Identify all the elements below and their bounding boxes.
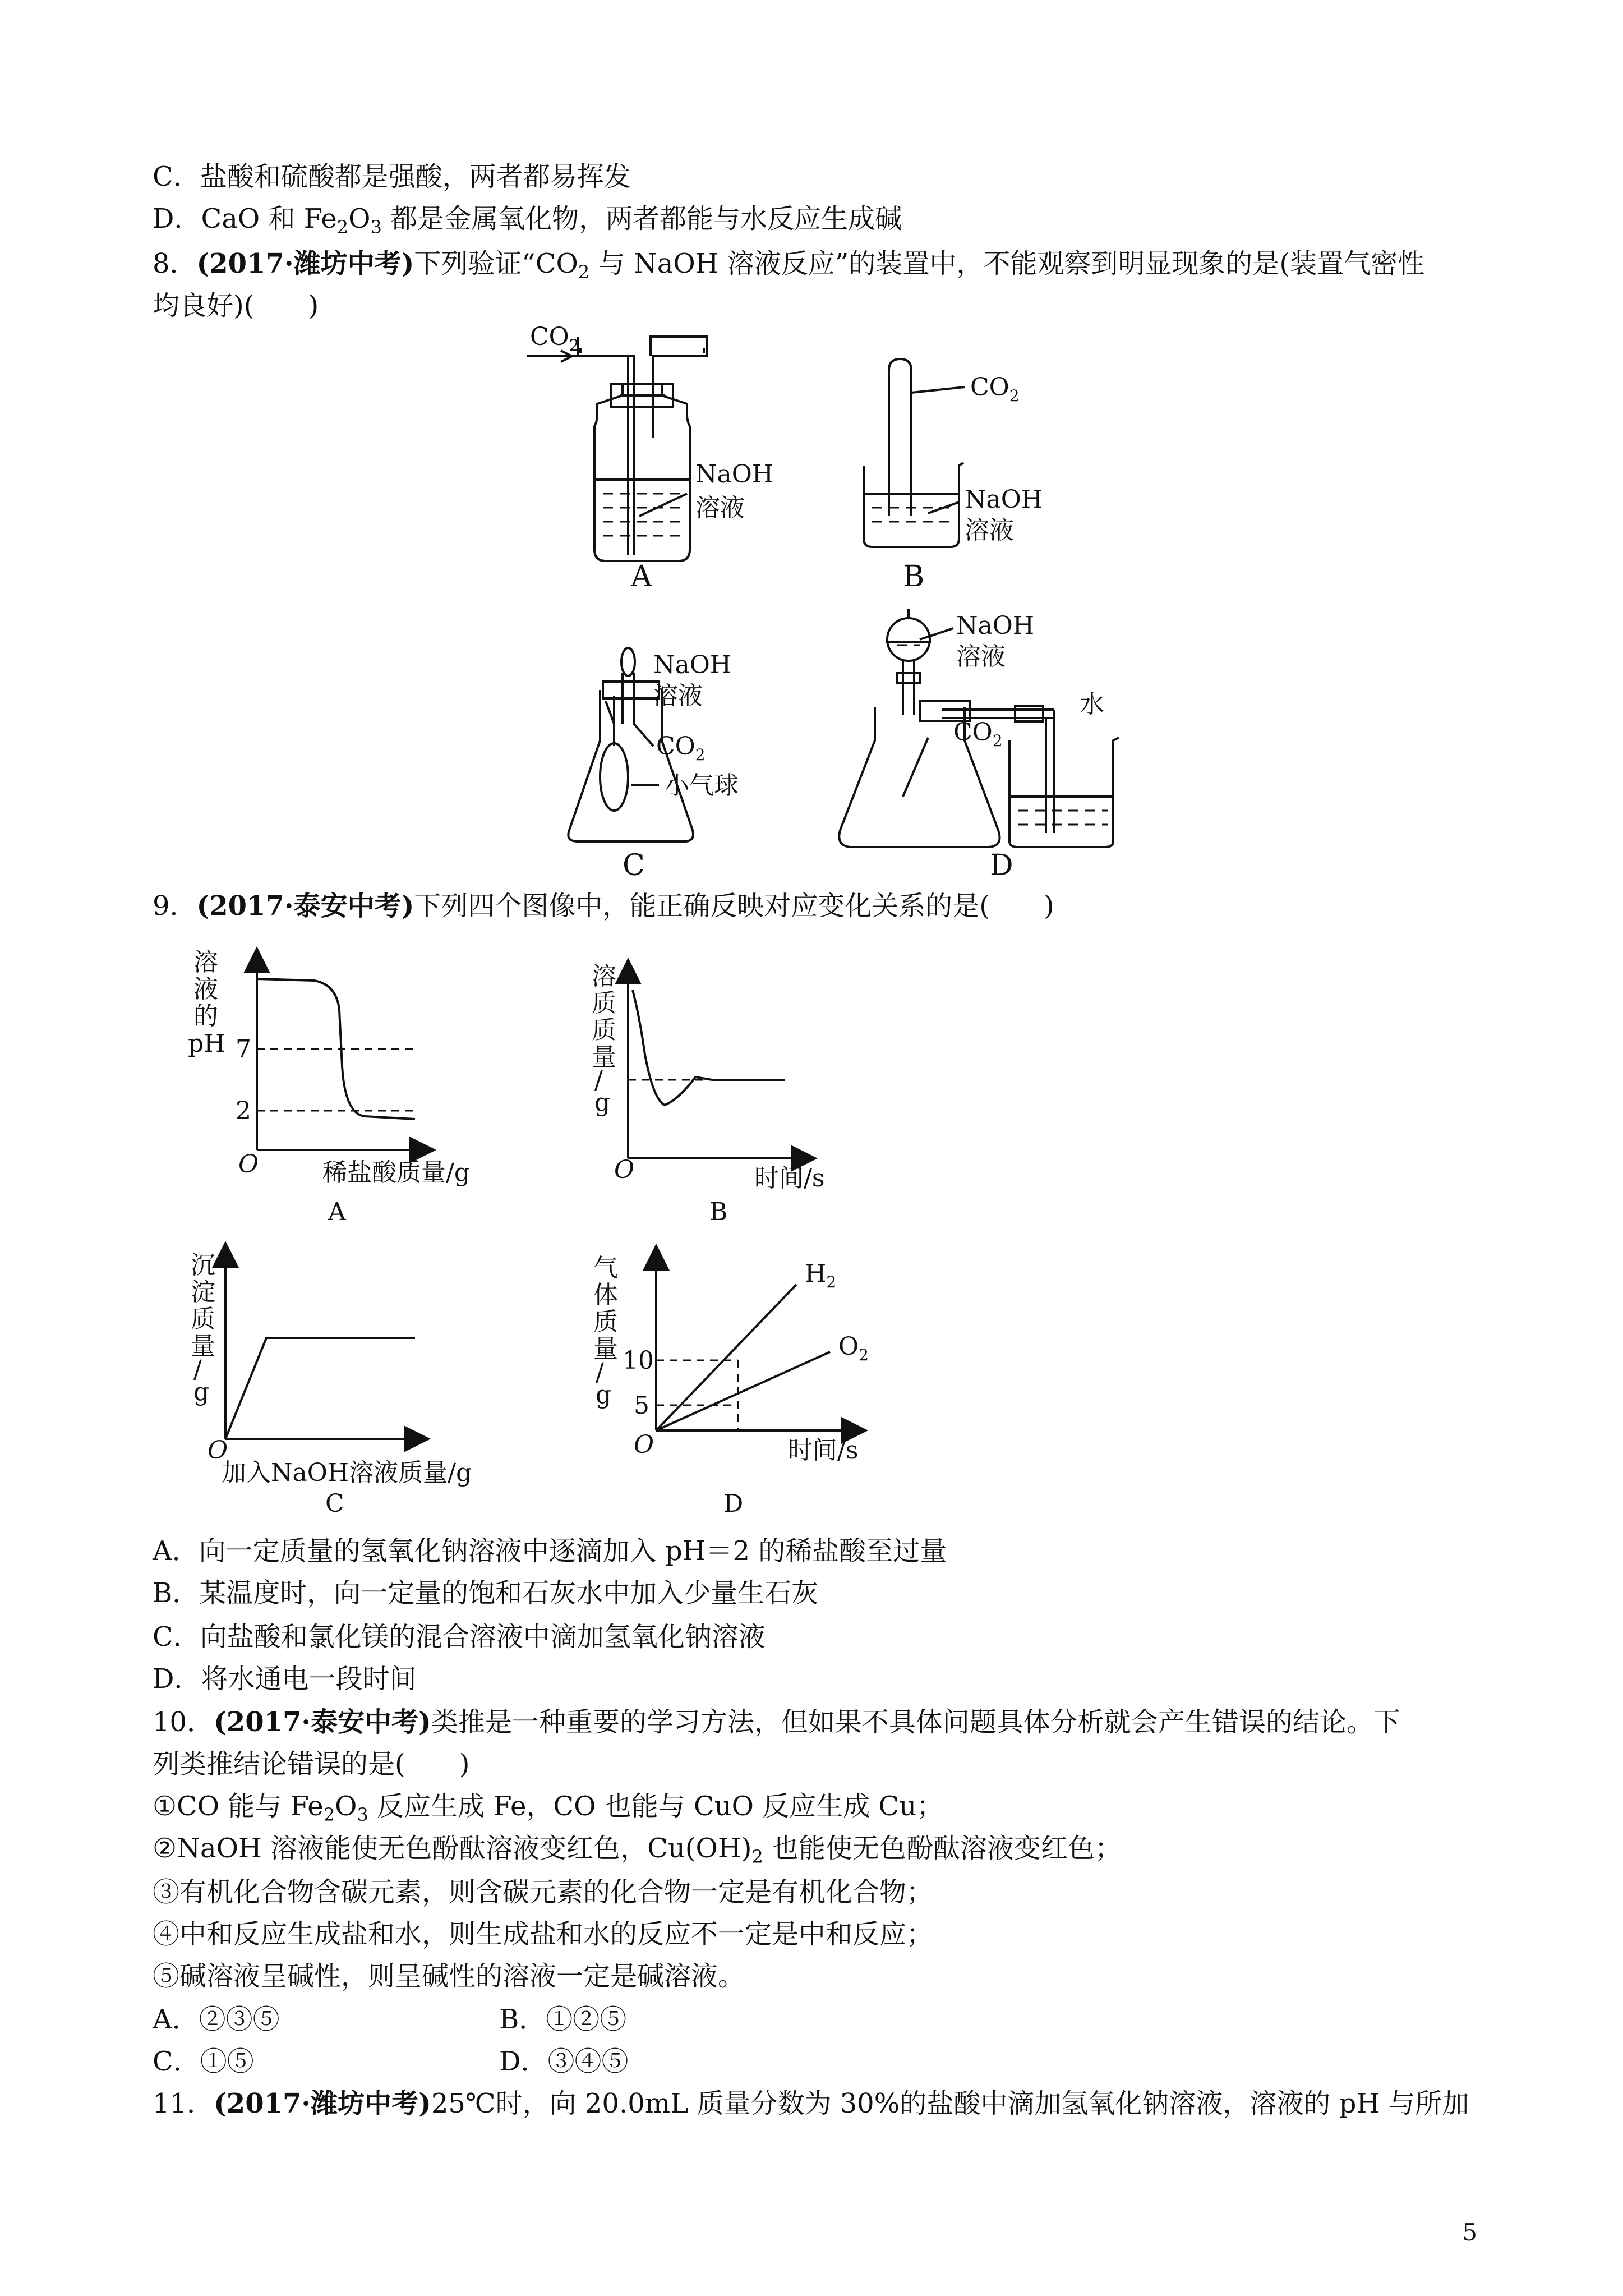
fig-b-gas-label: $CO_2$ — [970, 373, 1020, 405]
fig-d-sol2: 溶液 — [956, 642, 1006, 671]
graph-b-curve — [633, 990, 785, 1105]
graph-b-origin: O — [614, 1156, 635, 1184]
graph-d-ylabel-4: 量 — [593, 1335, 618, 1363]
fig-c-label: C — [623, 849, 645, 882]
graph-c-ylabel-2: 淀 — [191, 1278, 215, 1306]
graph-c-ylabel-3: 质 — [191, 1305, 215, 1333]
graph-a-curve — [257, 979, 415, 1119]
graph-d-tick-10: 10 — [623, 1346, 654, 1375]
q10-statement-2: ②NaOH 溶液能使无色酚酞溶液变红色，$Cu(OH)_2$ 也能使无色酚酞溶液变红色； — [153, 1833, 1122, 1867]
graph-d-ylabel-3: 质 — [593, 1308, 618, 1336]
graph-d-h2-label: $H_2$ — [805, 1259, 837, 1291]
fig-c-sol2: 溶液 — [653, 682, 703, 710]
graph-d-xlabel: 时间/s — [788, 1436, 859, 1465]
q9-option-a: A．向一定质量的氢氧化钠溶液中逐滴加入 pH＝2 的稀盐酸至过量 — [153, 1535, 947, 1567]
fig-c-gas-label: $CO_2$ — [656, 732, 706, 764]
fig-b-sol1: NaOH — [965, 485, 1043, 514]
graph-c-ylabel-6: g — [193, 1378, 210, 1406]
graph-c-ylabel-1: 沉 — [191, 1251, 215, 1280]
fig-c-balloon: 小气球 — [665, 771, 739, 800]
q9-option-c: C．向盐酸和氯化镁的混合溶液中滴加氢氧化钠溶液 — [153, 1621, 766, 1653]
apparatus-a — [538, 337, 707, 561]
graph-d-o2-label: $O_2$ — [838, 1332, 869, 1364]
graph-d-line-o2 — [656, 1352, 830, 1430]
graph-d-ylabel-2: 体 — [593, 1281, 618, 1309]
graph-b-xlabel: 时间/s — [754, 1164, 825, 1193]
graph-a-origin: O — [238, 1150, 259, 1179]
fig-a-sol1: NaOH — [695, 460, 774, 489]
graph-d-tick-5: 5 — [634, 1391, 649, 1420]
q8-stem-line2: 均良好)( ) — [153, 290, 319, 321]
fig-a-gas-label: $CO_2$ — [530, 323, 579, 355]
graph-c-xlabel: 加入NaOH溶液质量/g — [222, 1458, 472, 1487]
graph-b-label: B — [709, 1198, 728, 1226]
graph-b-ylabel-3: 质 — [592, 1016, 616, 1045]
graph-a-tick-2: 2 — [236, 1097, 251, 1125]
graph-b-ylabel-5: / — [594, 1066, 603, 1094]
graph-c-label: C — [325, 1489, 344, 1515]
graph-a-ylabel-3: 的 — [193, 1002, 218, 1030]
graph-d-label: D — [723, 1489, 744, 1515]
graph-a-ylabel-1: 溶 — [193, 948, 218, 977]
graph-c-origin: O — [208, 1436, 228, 1465]
graph-d-ylabel-5: / — [596, 1358, 604, 1387]
q9-option-d: D．将水通电一段时间 — [153, 1663, 417, 1695]
q10-option-b: B．①②⑤ — [499, 2004, 627, 2035]
fig-a-label: A — [631, 560, 652, 593]
graph-d-ylabel-1: 气 — [593, 1254, 618, 1282]
page-number: 5 — [1462, 2219, 1477, 2246]
fig-d-gas-label: $CO_2$ — [953, 718, 1003, 750]
q9-graphs — [0, 926, 1623, 1515]
fig-d-sol1: NaOH — [956, 611, 1035, 640]
q10-statement-3: ③有机化合物含碳元素，则含碳元素的化合物一定是有机化合物； — [153, 1876, 934, 1908]
q10-statement-4: ④中和反应生成盐和水，则生成盐和水的反应不一定是中和反应； — [153, 1918, 934, 1950]
graph-b-ylabel-2: 质 — [592, 989, 616, 1018]
q11-stem: 11．(2017·潍坊中考)25℃时，向 20.0mL 质量分数为 30%的盐酸中滴加氢氧化钠溶液，溶液的 pH 与所加 — [153, 2088, 1469, 2119]
q9-option-b: B．某温度时，向一定量的饱和石灰水中加入少量生石灰 — [153, 1577, 819, 1609]
q8-stem-line1: 8．(2017·潍坊中考)下列验证“$CO_2$ 与 NaOH 溶液反应”的装置中，不能观察到明显现象的是(装置气密性 — [153, 248, 1425, 283]
graph-b-ylabel-1: 溶 — [592, 962, 616, 991]
q10-option-d: D．③④⑤ — [499, 2046, 629, 2077]
fig-b-label: B — [903, 560, 925, 593]
graph-c-curve — [225, 1338, 415, 1439]
q10-option-c: C．①⑤ — [153, 2046, 254, 2077]
q9-stem: 9．(2017·泰安中考)下列四个图像中，能正确反映对应变化关系的是( ) — [153, 890, 1054, 922]
graph-b-ylabel-6: g — [594, 1088, 611, 1117]
q10-statement-1: ①CO 能与 $Fe_2O_3$ 反应生成 Fe，CO 也能与 CuO 反应生成 Cu； — [153, 1791, 944, 1825]
fig-a-sol2: 溶液 — [695, 494, 745, 522]
apparatus-b — [864, 359, 965, 547]
q10-statement-5: ⑤碱溶液呈碱性，则呈碱性的溶液一定是碱溶液。 — [153, 1961, 745, 1992]
graph-a-ylabel-4: pH — [188, 1029, 225, 1058]
graph-a-tick-7: 7 — [236, 1035, 251, 1064]
fig-d-water: 水 — [1080, 690, 1104, 719]
graph-a-ylabel-2: 液 — [193, 975, 218, 1004]
graph-d-ylabel-6: g — [596, 1381, 612, 1409]
fig-d-label: D — [990, 849, 1013, 882]
q10-option-a: A．②③⑤ — [153, 2004, 280, 2035]
graph-c-ylabel-5: / — [193, 1355, 202, 1384]
q7-option-d: D．CaO 和 $Fe_2O_3$ 都是金属氧化物，两者都能与水反应生成碱 — [153, 203, 902, 238]
graph-d-line-h2 — [656, 1285, 796, 1430]
q7-option-c: C．盐酸和硫酸都是强酸，两者都易挥发 — [153, 161, 631, 192]
q10-stem-line2: 列类推结论错误的是( ) — [153, 1749, 470, 1780]
graph-b-ylabel-4: 量 — [592, 1043, 616, 1071]
graph-a-xlabel: 稀盐酸质量/g — [322, 1158, 470, 1187]
fig-c-sol1: NaOH — [653, 651, 732, 679]
graph-d-origin: O — [634, 1430, 654, 1459]
q10-stem-line1: 10．(2017·泰安中考)类推是一种重要的学习方法，但如果不具体问题具体分析就会产生错误的结论。下 — [153, 1706, 1400, 1738]
fig-b-sol2: 溶液 — [965, 516, 1014, 545]
q8-apparatus-figures — [0, 0, 1623, 898]
graph-c-ylabel-4: 量 — [191, 1332, 215, 1360]
graph-a-label: A — [328, 1198, 346, 1226]
